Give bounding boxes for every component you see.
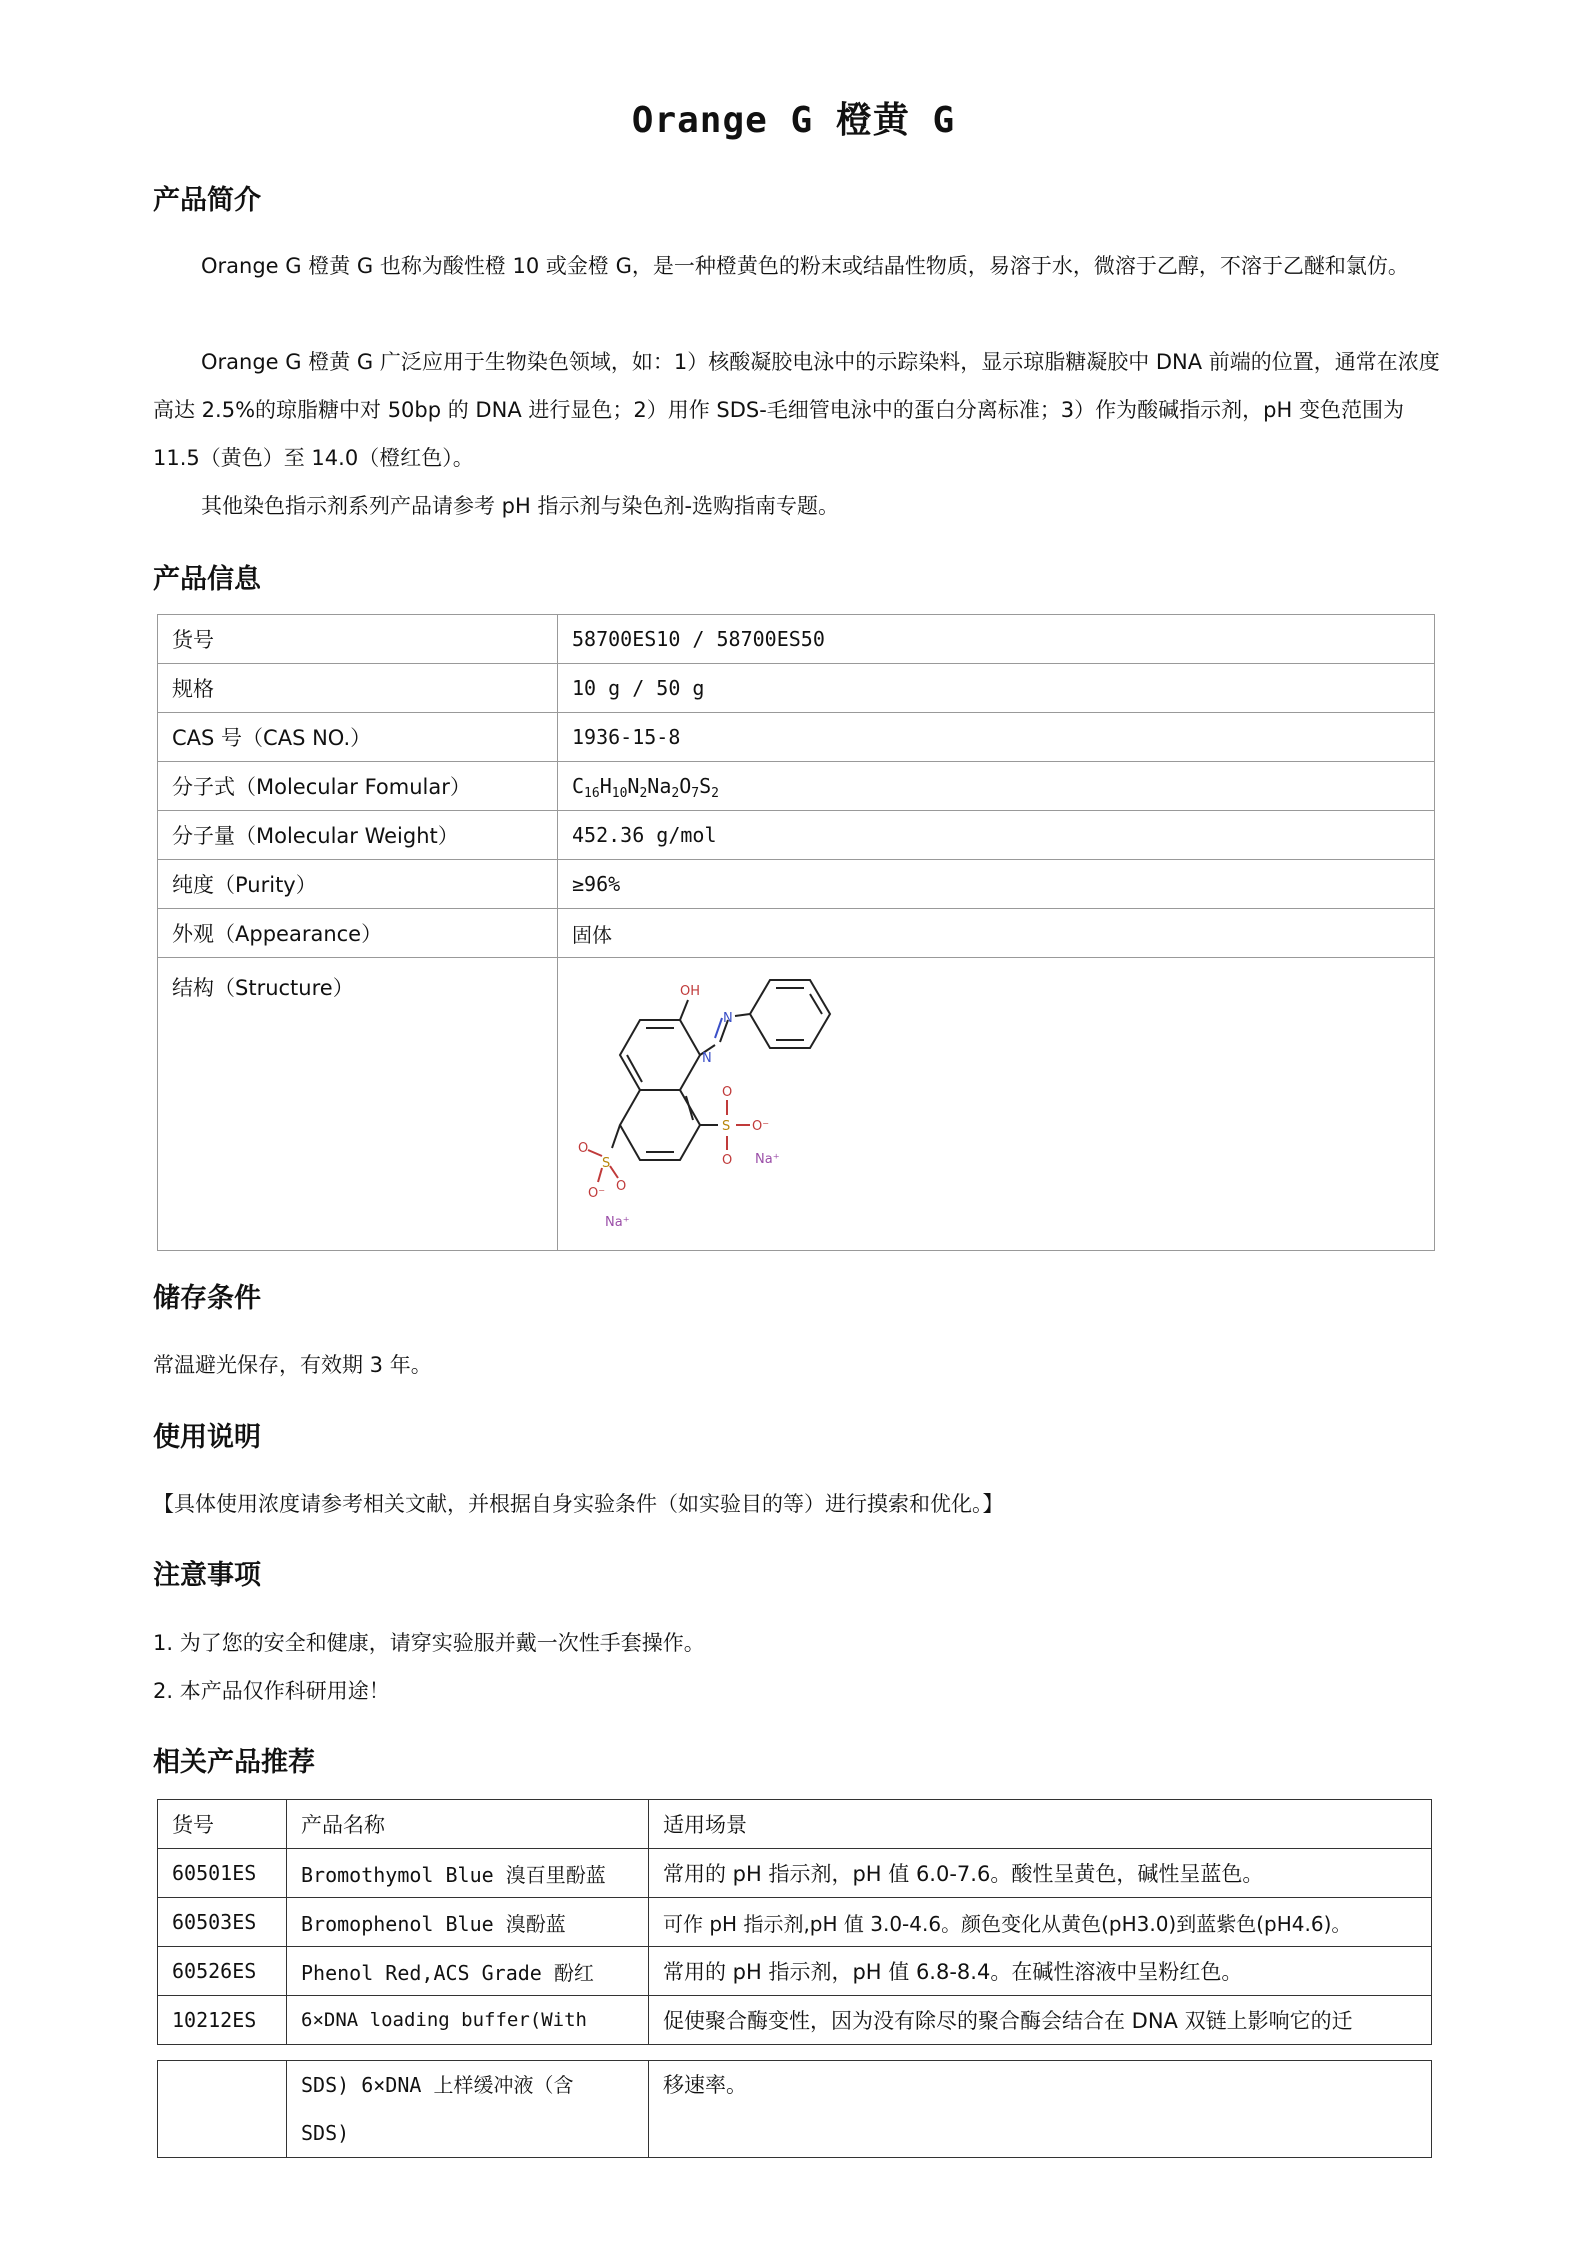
cell-name: Phenol Red,ACS Grade 酚红 bbox=[287, 1947, 649, 1996]
table-row bbox=[158, 1898, 1432, 1947]
info-value: ≥96% bbox=[558, 860, 1435, 909]
chemical-structure-image bbox=[570, 970, 860, 1240]
info-row bbox=[158, 664, 1435, 713]
section-heading-usage: 使用说明 bbox=[153, 1422, 261, 1453]
structure-label-s: S bbox=[722, 1119, 731, 1134]
column-header: 适用场景 bbox=[649, 1800, 1432, 1849]
column-header: 货号 bbox=[158, 1800, 287, 1849]
note-item: 2. 本产品仅作科研用途！ bbox=[153, 1679, 390, 1703]
structure-label-na: Na⁺ bbox=[755, 1152, 780, 1167]
table-row bbox=[158, 1947, 1432, 1996]
info-key: 规格 bbox=[158, 664, 558, 713]
page-title: Orange G 橙黄 G bbox=[631, 100, 956, 141]
cell-code: 60526ES bbox=[158, 1947, 287, 1996]
structure-label-n: N bbox=[723, 1011, 733, 1026]
structure-label-s: S bbox=[602, 1156, 611, 1171]
structure-label-o-minus: O⁻ bbox=[588, 1186, 606, 1201]
section-heading-notes: 注意事项 bbox=[153, 1560, 261, 1591]
info-value: 固体 bbox=[558, 909, 1435, 958]
cell-desc: 促使聚合酶变性，因为没有除尽的聚合酶会结合在 DNA 双链上影响它的迁 bbox=[649, 1996, 1432, 2045]
structure-label-o: O bbox=[578, 1141, 589, 1156]
usage-text: 【具体使用浓度请参考相关文献，并根据自身实验条件（如实验目的等）进行摸索和优化。】 bbox=[153, 1492, 1004, 1516]
section-heading-intro: 产品简介 bbox=[153, 185, 261, 216]
info-row bbox=[158, 615, 1435, 664]
table-row bbox=[158, 1996, 1432, 2045]
structure-label-o: O bbox=[616, 1179, 627, 1194]
intro-paragraph-2: Orange G 橙黄 G 广泛应用于生物染色领域，如：1）核酸凝胶电泳中的示踪染料，显示琼脂糖凝胶中 DNA 前端的位置，通常在浓度高达 2.5%的琼脂糖中对 50bp 的 DNA 进行显色；2）用作 SDS-毛细管电泳中的蛋白分离标准；3）作为酸碱指示剂，pH 变色范围为 11.5（黄色）至 14.0（橙红色）。 bbox=[153, 350, 1440, 470]
info-value: 10 g / 50 g bbox=[558, 664, 1435, 713]
note-item: 1. 为了您的安全和健康，请穿实验服并戴一次性手套操作。 bbox=[153, 1631, 705, 1655]
info-row bbox=[158, 811, 1435, 860]
cell-name: SDS) 6×DNA 上样缓冲液（含 SDS) bbox=[287, 2061, 649, 2158]
cell-name: Bromophenol Blue 溴酚蓝 bbox=[287, 1898, 649, 1947]
info-value: 58700ES10 / 58700ES50 bbox=[558, 615, 1435, 664]
info-key: 纯度（Purity） bbox=[158, 860, 558, 909]
cell-desc: 可作 pH 指示剂,pH 值 3.0-4.6。颜色变化从黄色(pH3.0)到蓝紫色(pH4.6)。 bbox=[649, 1898, 1432, 1947]
section-heading-info: 产品信息 bbox=[153, 564, 261, 595]
info-row bbox=[158, 860, 1435, 909]
cell-code: 60503ES bbox=[158, 1898, 287, 1947]
structure-label-o: O bbox=[722, 1153, 733, 1168]
table-row bbox=[158, 2061, 1432, 2158]
info-key: 结构（Structure） bbox=[158, 958, 558, 1251]
info-key: 外观（Appearance） bbox=[158, 909, 558, 958]
info-key: 分子式（Molecular Fomular） bbox=[158, 762, 558, 811]
info-key: CAS 号（CAS NO.） bbox=[158, 713, 558, 762]
info-value: 452.36 g/mol bbox=[558, 811, 1435, 860]
table-row bbox=[158, 1849, 1432, 1898]
cell-code bbox=[158, 2061, 287, 2158]
info-key: 货号 bbox=[158, 615, 558, 664]
cell-name: Bromothymol Blue 溴百里酚蓝 bbox=[287, 1849, 649, 1898]
info-row bbox=[158, 762, 1435, 811]
cell-desc: 常用的 pH 指示剂，pH 值 6.8-8.4。在碱性溶液中呈粉红色。 bbox=[649, 1947, 1432, 1996]
cell-code: 60501ES bbox=[158, 1849, 287, 1898]
column-header: 产品名称 bbox=[287, 1800, 649, 1849]
cell-desc: 移速率。 bbox=[649, 2061, 1432, 2158]
cell-desc: 常用的 pH 指示剂，pH 值 6.0-7.6。酸性呈黄色，碱性呈蓝色。 bbox=[649, 1849, 1432, 1898]
intro-paragraph-3: 其他染色指示剂系列产品请参考 pH 指示剂与染色剂-选购指南专题。 bbox=[201, 494, 840, 518]
intro-paragraph-1: Orange G 橙黄 G 也称为酸性橙 10 或金橙 G，是一种橙黄色的粉末或结晶性物质，易溶于水，微溶于乙醇，不溶于乙醚和氯仿。 bbox=[201, 254, 1409, 278]
section-heading-related: 相关产品推荐 bbox=[153, 1747, 315, 1778]
info-key: 分子量（Molecular Weight） bbox=[158, 811, 558, 860]
info-row bbox=[158, 713, 1435, 762]
structure-label-o-minus: O⁻ bbox=[752, 1119, 770, 1134]
molecular-formula: $C_{16}H_{10}N_2Na_2O_7S_2$ bbox=[558, 762, 1435, 811]
section-heading-storage: 储存条件 bbox=[153, 1283, 261, 1314]
table-header-row bbox=[158, 1800, 1432, 1849]
structure-label-n: N bbox=[702, 1051, 712, 1066]
info-value: 1936-15-8 bbox=[558, 713, 1435, 762]
related-products-table-continued bbox=[157, 2060, 1432, 2158]
cell-code: 10212ES bbox=[158, 1996, 287, 2045]
cell-name: 6×DNA loading buffer(With bbox=[287, 1996, 649, 2045]
info-row bbox=[158, 909, 1435, 958]
storage-text: 常温避光保存，有效期 3 年。 bbox=[153, 1353, 432, 1377]
structure-label-o: O bbox=[722, 1085, 733, 1100]
related-products-table bbox=[157, 1799, 1432, 2045]
structure-label-na: Na⁺ bbox=[605, 1215, 630, 1230]
structure-label-oh: OH bbox=[680, 984, 701, 999]
